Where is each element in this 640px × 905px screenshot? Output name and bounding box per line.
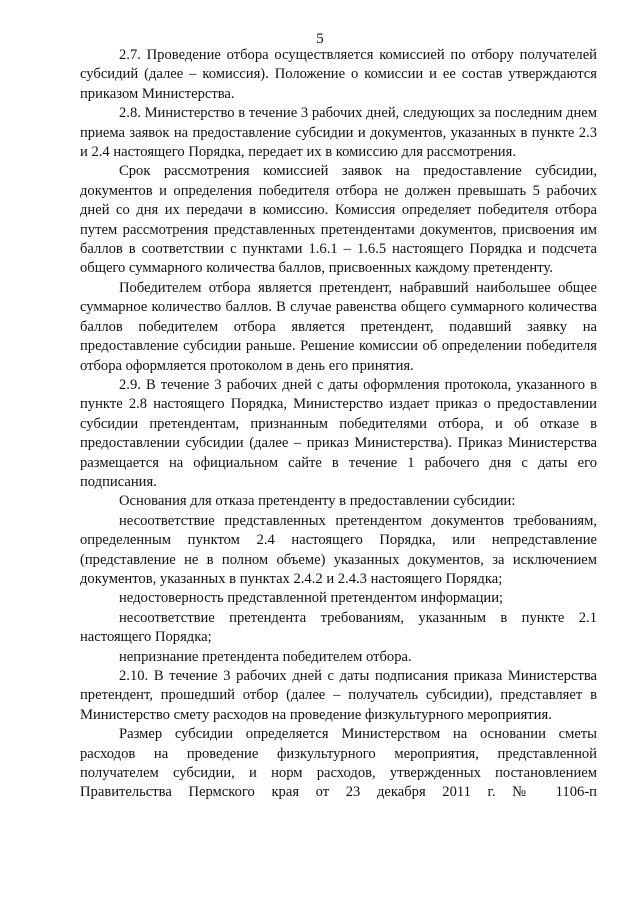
paragraph-2-9: 2.9. В течение 3 рабочих дней с даты оформления протокола, указанного в пункте 2.8 настоящего Порядка, Министерство издает приказ о предоставлении субсидии претендентам, признанным победителями отбора, и об отказе в предоставлении субсидии (далее – приказ Министерства). Приказ Министерства размещается на официальном сайте в течение 1 рабочего дня с даты его подписания.	[80, 376, 597, 490]
list-item-requirements-mismatch: несоответствие претендента требованиям, указанным в пункте 2.1 настоящего Порядка;	[80, 609, 597, 646]
paragraph-review-period: Срок рассмотрения комиссией заявок на предоставление субсидии, документов и определения победителя отбора не должен превышать 5 рабочих дней со дня их передачи в комиссию. Комиссия определяет победителя отбора путем рассмотрения представленных претендентами документов, присвоения им баллов в соответствии с пунктами 1.6.1 – 1.6.5 настоящего Порядка и подсчета общего суммарного количества баллов, присвоенных каждому претенденту.	[80, 163, 597, 277]
list-item-not-winner: непризнание претендента победителем отбора.	[119, 648, 412, 665]
page-number: 5	[316, 31, 324, 47]
paragraph-subsidy-amount: Размер субсидии определяется Министерством на основании сметы расходов на проведение физкультурного мероприятия, представленной получателем субсидии, и норм расходов, утвержденных постановлением Правительства Пермского края от 23 декабря 2011 г. № 1106-п	[80, 726, 597, 801]
paragraph-winner: Победителем отбора является претендент, набравший наибольшее общее суммарное количество баллов. В случае равенства общего суммарного количества баллов победителем отбора является претендент, подавший заявку на предоставление субсидии раньше. Решение комиссии об определении победителя отбора оформляется протоколом в день его принятия.	[80, 279, 597, 374]
paragraph-2-8: 2.8. Министерство в течение 3 рабочих дней, следующих за последним днем приема заявок на предоставление субсидии и документов, указанных в пункте 2.3 и 2.4 настоящего Порядка, передает их в комиссию для рассмотрения.	[80, 105, 597, 161]
paragraph-2-10: 2.10. В течение 3 рабочих дней с даты подписания приказа Министерства претендент, прошедший отбор (далее – получатель субсидии), представляет в Министерство смету расходов на проведение физкультурного мероприятия.	[80, 668, 597, 723]
list-item-false-info: недостоверность представленной претендентом информации;	[119, 590, 504, 607]
document-body	[80, 46, 597, 803]
paragraph-2-7: 2.7. Проведение отбора осуществляется комиссией по отбору получателей субсидий (далее – комиссия). Положение о комиссии и ее состав утверждаются приказом Министерства.	[80, 47, 597, 102]
paragraph-refusal-grounds: Основания для отказа претенденту в предоставлении субсидии:	[119, 493, 516, 510]
list-item-document-mismatch: несоответствие представленных претендентом документов требованиям, определенным пунктом 2.4 настоящего Порядка, или непредставление (представление не в полном объеме) указанных документов, за исключением документов, указанных в пунктах 2.4.2 и 2.4.3 настоящего Порядка;	[80, 512, 597, 587]
